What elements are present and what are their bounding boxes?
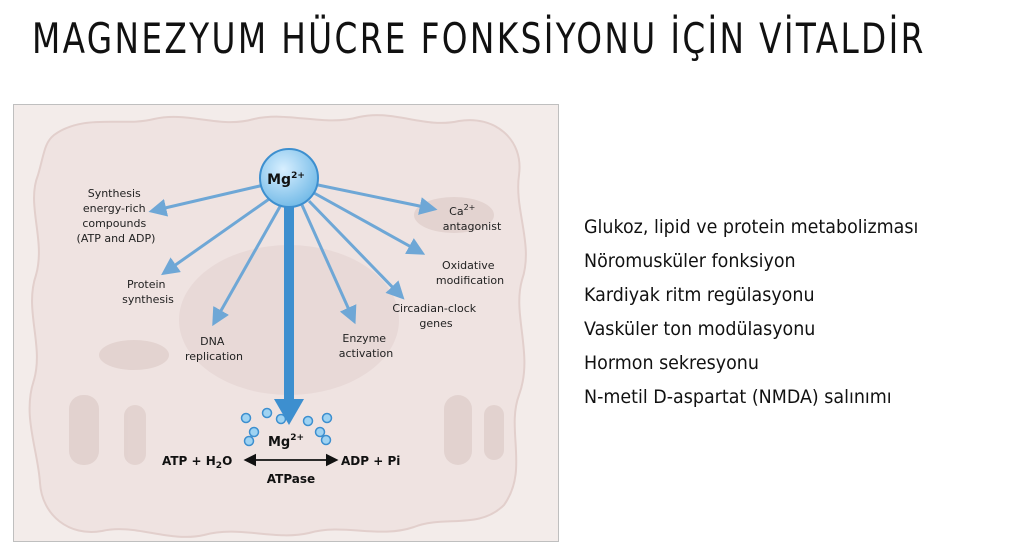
mg-ion-label: $Mg^{2+}$ xyxy=(267,171,305,188)
label-synthesis: Synthesis energy-rich compounds (ATP and ADP) xyxy=(76,187,156,245)
label-calcium-antagonist: $Ca^{2+}$ antagonist xyxy=(442,203,502,233)
label-oxidative-modification: Oxidative modification xyxy=(435,259,505,287)
list-item: Vasküler ton modülasyonu xyxy=(584,318,816,340)
slide-title: MAGNEZYUM HÜCRE FONKSİYONU İÇİN VİTALDİR xyxy=(32,14,926,63)
diagram-canvas xyxy=(14,105,558,541)
list-item: N-metil D-aspartat (NMDA) salınımı xyxy=(584,386,892,408)
reaction-right: ADP + Pi xyxy=(341,454,401,468)
label-circadian-clock: Circadian-clock genes xyxy=(392,302,477,330)
list-item: Glukoz, lipid ve protein metabolizması xyxy=(584,216,919,238)
reaction-enzyme: ATPase xyxy=(266,472,316,486)
main-arrow-shaft xyxy=(284,205,294,401)
list-item: Hormon sekresyonu xyxy=(584,352,759,374)
magnesium-function-diagram xyxy=(13,104,559,542)
list-item: Nöromusküler fonksiyon xyxy=(584,250,796,272)
reaction-left: ATP + $H_2O$ xyxy=(162,454,233,471)
label-enzyme-activation: Enzyme activation xyxy=(338,332,394,360)
reaction-mg-ion: $Mg^{2+}$ xyxy=(267,433,305,450)
label-dna-replication: DNA replication xyxy=(184,335,244,363)
function-list xyxy=(584,210,947,414)
label-protein-synthesis: Protein synthesis xyxy=(122,278,174,306)
list-item: Kardiyak ritm regülasyonu xyxy=(584,284,815,306)
